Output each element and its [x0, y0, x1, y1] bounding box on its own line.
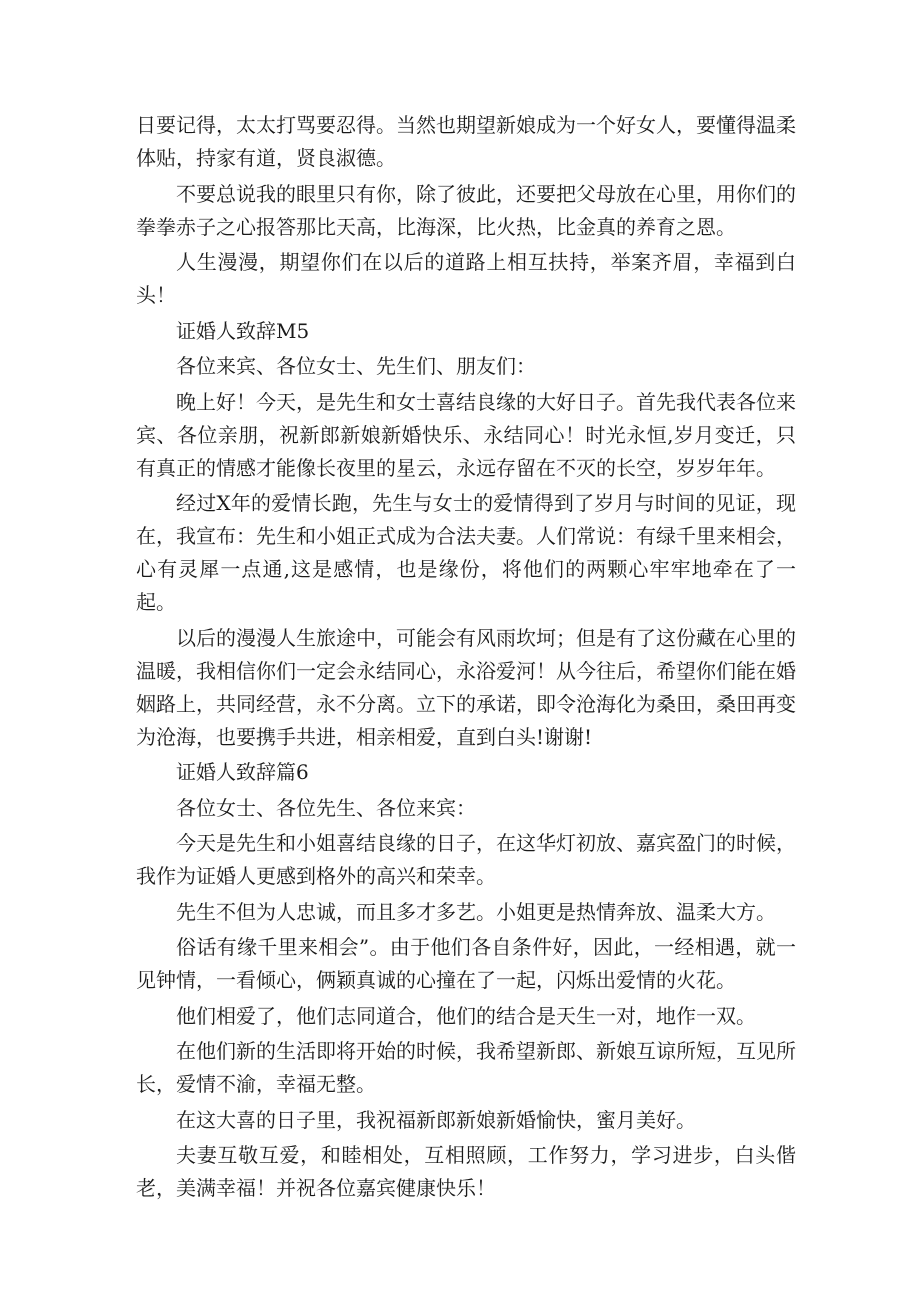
paragraph-14: 在他们新的生活即将开始的时候，我希望新郎、新娘互谅所短，互见所长，爱情不渝，幸福无整。 [136, 1039, 796, 1096]
paragraph-0: 日要记得，太太打骂要忍得。当然也期望新娘成为一个好女人，要懂得温柔体贴，持家有道，贤良淑德。 [136, 113, 796, 170]
section-heading-m5: 证婚人致辞M5 [176, 318, 310, 343]
paragraph-11: 先生不但为人忠诚，而且多才多艺。小姐更是热情奔放、温柔大方。 [176, 899, 776, 924]
document-page [136, 109, 796, 1208]
paragraph-15: 在这大喜的日子里，我祝福新郎新娘新婚愉快，蜜月美好。 [176, 1107, 696, 1132]
paragraph-6: 经过X年的爱情长跑，先生与女士的爱情得到了岁月与时间的见证，现在，我宣布：先生和小姐正式成为合法夫妻。人们常说：有绿千里来相会，心有灵犀一点通,这是感情，也是缘份，将他们的两颗心牢牢地牵在了一起。 [136, 491, 796, 614]
paragraph-9: 各位女士、各位先生、各位来宾： [176, 795, 476, 820]
paragraph-2: 人生漫漫，期望你们在以后的道路上相互扶持，举案齐眉，幸福到白头！ [136, 250, 796, 307]
paragraph-16: 夫妻互敬互爱，和睦相处，互相照顾，工作努力，学习进步，白头偕老，美满幸福！并祝各位嘉宾健康快乐！ [136, 1143, 796, 1200]
paragraph-12: 俗话有缘千里来相会”。由于他们各自条件好，因此，一经相遇，就一见钟情，一看倾心，俩颖真诚的心撞在了一起，闪烁出爱情的火花。 [136, 935, 796, 992]
paragraph-1: 不要总说我的眼里只有你，除了彼此，还要把父母放在心里，用你们的拳拳赤子之心报答那比天高，比海深，比火热，比金真的养育之恩。 [136, 181, 796, 239]
paragraph-13: 他们相爱了，他们志同道合，他们的结合是天生一对，地作一双。 [176, 1003, 756, 1028]
paragraph-4: 各位来宾、各位女士、先生们、朋友们： [176, 354, 536, 378]
paragraph-5: 晚上好！今天，是先生和女士喜结良缘的大好日子。首先我代表各位来宾、各位亲朋，祝新郎新娘新婚快乐、永结同心！时光永恒,岁月变迁，只有真正的情感才能像长夜里的星云，永远存留在不灭的长空，岁岁年年。 [136, 389, 796, 480]
paragraph-10: 今天是先生和小姐喜结良缘的日子，在这华灯初放、嘉宾盈门的时候，我作为证婚人更感到格外的高兴和荣幸。 [136, 831, 796, 888]
section-heading-6: 证婚人致辞篇6 [176, 760, 309, 784]
paragraph-7: 以后的漫漫人生旅途中，可能会有风雨坎坷；但是有了这份藏在心里的温暖，我相信你们一定会永结同心，永浴爱河！从今往后，希望你们能在婚姻路上，共同经营，永不分离。立下的承诺，即令沧海化为桑田，桑田再变为沧海，也要携手共进，相亲相爱，直到白头!谢谢! [136, 625, 796, 749]
